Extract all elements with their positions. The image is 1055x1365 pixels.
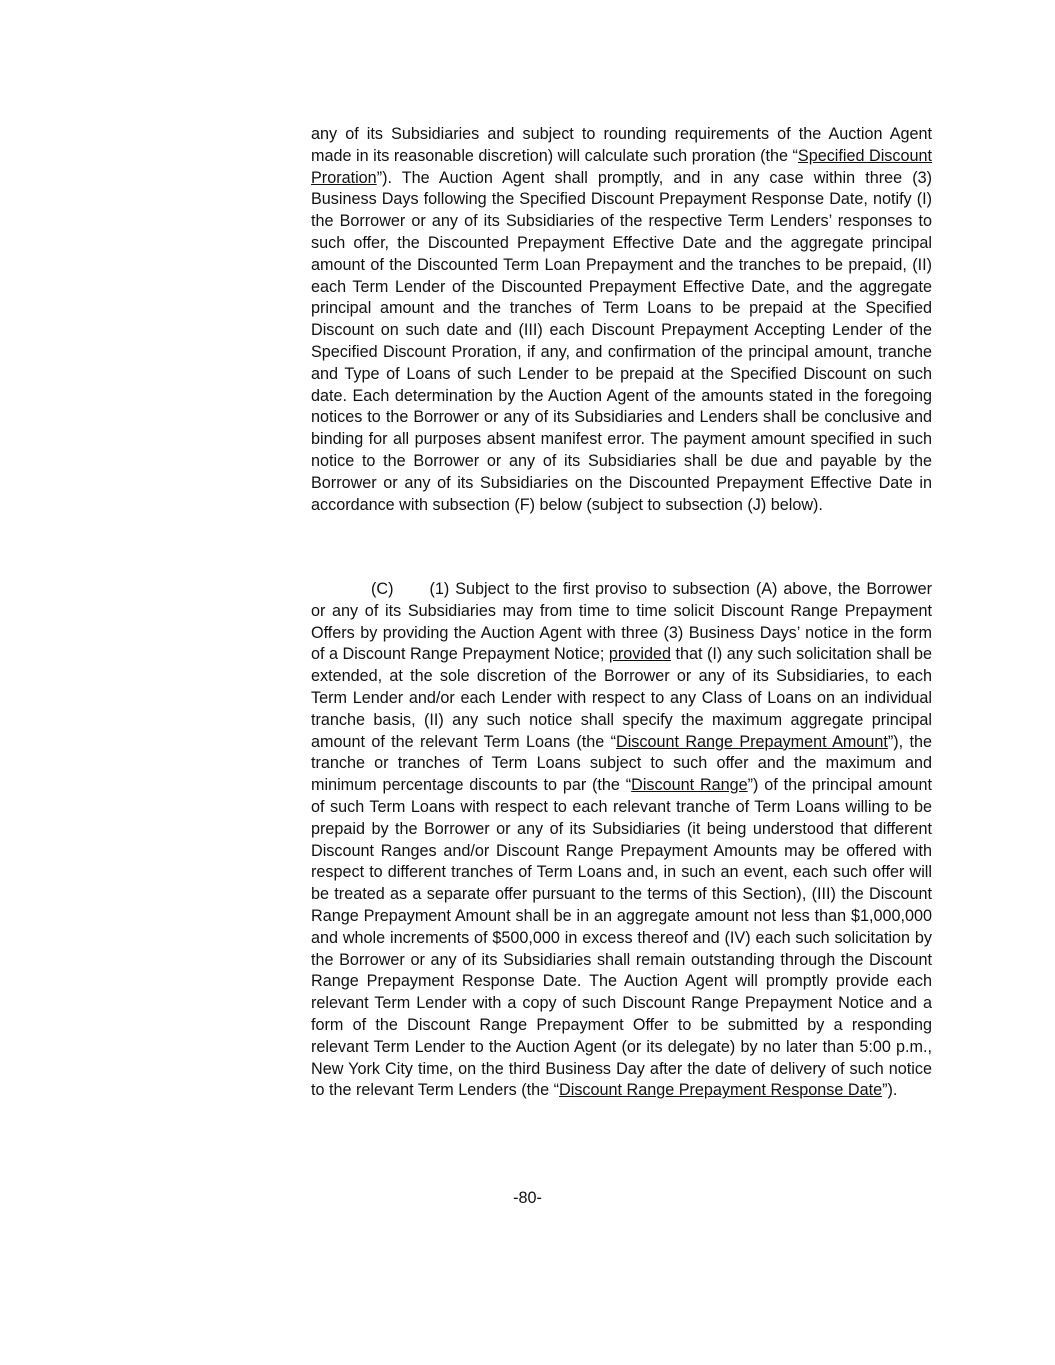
defined-term: Specified Discount Proration	[311, 146, 932, 187]
defined-term: provided	[608, 645, 671, 664]
paragraph-text: ”) of the principal amount of such Term Loans with respect to each relevant tranche of Term Loans willing to be prepaid by the Borrower or any of its Subsidiaries (it being understood that different Discount Ranges and/or Discount Range Prepayment Amounts may be offered with respect to different tranches of Term Loans and, in such an event, each such offer will be treated as a separate offer pursuant to the terms of this Section), (III) the Discount Range Prepayment Amount shall be in an aggregate amount not less than $1,000,000 and whole increments of $500,000 in excess thereof and (IV) each such solicitation by the Borrower or any of its Subsidiaries shall remain outstanding through the Discount Range Prepayment Response Date. The Auction Agent will promptly provide each relevant Term Lender with a copy of such Discount Range Prepayment Notice and a form of the Discount Range Prepayment Offer to be submitted by a responding relevant Term Lender to the Auction Agent (or its delegate) by no later than 5:00 p.m., New York City time, on the third Business Day after the date of delivery of such notice to the relevant Term Lenders (the “	[311, 776, 932, 1100]
defined-term: Discount Range Prepayment Amount	[616, 732, 888, 751]
page-number: -80-	[513, 1189, 542, 1207]
paragraph-text: (1) Subject to the first proviso to subsection (A) above, the Borrower or any of its Subsidiaries may from time to time solicit Discount Range Prepayment Offers by providing the Auction Agent with three (3) Business Days’ notice in the form of a Discount Range Prepayment Notice;	[311, 580, 932, 664]
paragraph-text: ”).	[882, 1081, 898, 1100]
paragraph-text: ”). The Auction Agent shall promptly, and in any case within three (3) Business Days following the Specified Discount Prepayment Response Date, notify (I) the Borrower or any of its Subsidiaries of the respective Term Lenders’ responses to such offer, the Discounted Prepayment Effective Date and the aggregate principal amount of the Discounted Term Loan Prepayment and the tranches to be prepaid, (II) each Term Lender of the Discounted Prepayment Effective Date, and the aggregate principal amount and the tranches of Term Loans to be prepaid at the Specified Discount on such date and (III) each Discount Prepayment Accepting Lender of the Specified Discount Proration, if any, and confirmation of the principal amount, tranche and Type of Loans of such Lender to be prepaid at the Specified Discount on such date. Each determination by the Auction Agent of the amounts stated in the foregoing notices to the Borrower or any of its Subsidiaries and Lenders shall be conclusive and binding for all purposes absent manifest error. The payment amount specified in such notice to the Borrower or any of its Subsidiaries shall be due and payable by the Borrower or any of its Subsidiaries on the Discounted Prepayment Effective Date in accordance with subsection (F) below (subject to subsection (J) below).	[311, 168, 932, 514]
defined-term: Discount Range	[631, 776, 748, 795]
paragraph-text: ”), the tranche or tranches of Term Loans subject to such offer and the maximum and minimum percentage discounts to par (the “	[311, 732, 933, 795]
paragraph-text: any of its Subsidiaries and subject to rounding requirements of the Auction Agent made in its reasonable discretion) will calculate such proration (the “	[311, 125, 932, 165]
paragraph-continuation	[311, 124, 932, 516]
paragraph-section-c	[311, 579, 932, 1102]
section-label: (C)	[371, 580, 394, 598]
defined-term: Discount Range Prepayment Response Date	[559, 1081, 883, 1100]
paragraph-text: that (I) any such solicitation shall be extended, at the sole discretion of the Borrower or any of its Subsidiaries, to each Term Lender and/or each Lender with respect to any Class of Loans on an individual tranche basis, (II) any such notice shall specify the maximum aggregate principal amount of the relevant Term Loans (the “	[311, 645, 932, 751]
